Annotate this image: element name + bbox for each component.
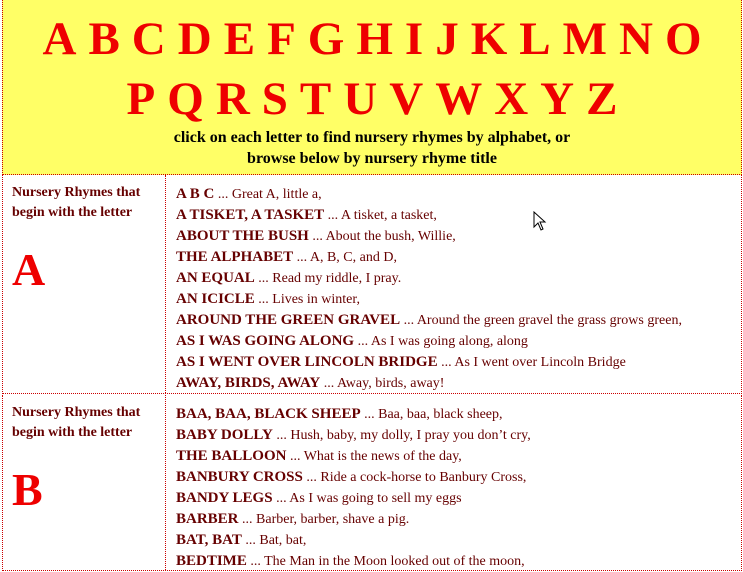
letter-link-l[interactable]: L (519, 13, 551, 65)
letter-link-v[interactable]: V (389, 73, 424, 125)
letter-link-h[interactable]: H (356, 13, 393, 65)
rhyme-title-link[interactable]: BEDTIME (176, 553, 247, 569)
mouse-pointer-icon (533, 211, 547, 231)
rhyme-first-line: The Man in the Moon looked out of the moon, (264, 554, 525, 569)
section-label: Nursery Rhymes that begin with the letter (12, 185, 141, 220)
section-big-letter: B (12, 464, 43, 515)
rhyme-first-line: Great A, little a, (231, 187, 322, 202)
alphabet-banner (2, 0, 742, 175)
ellipsis-separator: ... (320, 376, 337, 391)
letter-link-u[interactable]: U (343, 73, 378, 125)
ellipsis-separator: ... (246, 554, 265, 569)
rhyme-title-link[interactable]: THE BALLOON (176, 448, 287, 464)
rhyme-title-link[interactable]: AS I WAS GOING ALONG (176, 333, 355, 349)
ellipsis-separator: ... (324, 208, 341, 223)
section-letter-a (2, 175, 742, 394)
ellipsis-separator: ... (302, 470, 321, 485)
letter-link-k[interactable]: K (470, 13, 508, 65)
rhyme-entry[interactable] (176, 488, 736, 509)
rhyme-entry[interactable] (176, 247, 736, 268)
rhyme-entry[interactable] (176, 446, 736, 467)
letter-link-t[interactable]: T (299, 73, 332, 125)
rhyme-title-link[interactable]: AROUND THE GREEN GRAVEL (176, 312, 401, 328)
alphabet-row-2 (3, 74, 741, 124)
rhyme-entry[interactable] (176, 467, 736, 488)
letter-link-q[interactable]: Q (167, 73, 204, 125)
rhyme-title-link[interactable]: THE ALPHABET (176, 249, 294, 265)
ellipsis-separator: ... (241, 533, 260, 548)
rhyme-entry[interactable] (176, 509, 736, 530)
rhyme-first-line: Baa, baa, black sheep, (378, 407, 503, 422)
letter-link-y[interactable]: Y (540, 73, 575, 125)
letter-link-m[interactable]: M (562, 13, 607, 65)
rhyme-entry[interactable] (176, 268, 736, 289)
rhyme-first-line: A tisket, a tasket, (340, 208, 437, 223)
letter-link-r[interactable]: R (215, 73, 250, 125)
ellipsis-separator: ... (360, 407, 379, 422)
letter-link-w[interactable]: W (435, 73, 483, 125)
section-label: Nursery Rhymes that begin with the letter (12, 405, 141, 440)
rhyme-first-line: A, B, C, and D, (309, 250, 397, 265)
rhyme-first-line: Away, birds, away! (336, 376, 445, 391)
rhyme-first-line: Ride a cock-horse to Banbury Cross, (320, 470, 527, 485)
letter-link-b[interactable]: B (88, 13, 120, 65)
rhyme-entry[interactable] (176, 551, 736, 572)
rhyme-list (176, 404, 736, 572)
rhyme-entry[interactable] (176, 352, 736, 373)
rhyme-first-line: Bat, bat, (259, 533, 307, 548)
letter-link-j[interactable]: J (435, 13, 459, 65)
section-big-letter: A (12, 244, 46, 295)
rhyme-title-link[interactable]: A TISKET, A TASKET (176, 207, 325, 223)
rhyme-entry[interactable] (176, 404, 736, 425)
alphabet-row-1 (3, 14, 741, 64)
ellipsis-separator: ... (286, 449, 304, 464)
ellipsis-separator: ... (400, 313, 417, 328)
rhyme-title-link[interactable]: ABOUT THE BUSH (176, 228, 309, 244)
letter-link-a[interactable]: A (42, 13, 77, 65)
ellipsis-separator: ... (254, 271, 273, 286)
section-letter-b (2, 395, 742, 571)
rhyme-entry[interactable] (176, 289, 736, 310)
section-label-column (3, 395, 166, 570)
ellipsis-separator: ... (437, 355, 455, 370)
ellipsis-separator: ... (272, 491, 290, 506)
instructions-line-1: click on each letter to find nursery rhymes by alphabet, or (173, 129, 571, 146)
ellipsis-separator: ... (254, 292, 273, 307)
rhyme-title-link[interactable]: AWAY, BIRDS, AWAY (176, 375, 321, 391)
rhyme-list (176, 184, 736, 394)
rhyme-first-line: Read my riddle, I pray. (272, 271, 402, 286)
instructions-line-2: browse below by nursery rhyme title (247, 150, 497, 167)
letter-link-o[interactable]: O (664, 13, 702, 65)
rhyme-first-line: Around the green gravel the grass grows green, (416, 313, 682, 328)
rhyme-entry[interactable] (176, 226, 736, 247)
ellipsis-separator: ... (308, 229, 326, 244)
letter-link-s[interactable]: S (261, 73, 288, 125)
ellipsis-separator: ... (238, 512, 257, 527)
rhyme-entry[interactable] (176, 184, 736, 205)
section-label-column (3, 175, 166, 393)
rhyme-title-link[interactable]: BARBER (176, 511, 239, 527)
letter-link-z[interactable]: Z (586, 73, 618, 125)
rhyme-entry[interactable] (176, 530, 736, 551)
rhyme-first-line: Hush, baby, my dolly, I pray you don’t cry, (290, 428, 531, 443)
letter-link-c[interactable]: C (131, 13, 166, 65)
rhyme-entry[interactable] (176, 331, 736, 352)
rhyme-title-link[interactable]: AS I WENT OVER LINCOLN BRIDGE (176, 354, 438, 370)
letter-link-n[interactable]: N (619, 13, 653, 65)
letter-link-e[interactable]: E (223, 13, 256, 65)
rhyme-first-line: As I went over Lincoln Bridge (454, 355, 626, 370)
letter-link-f[interactable]: F (267, 13, 296, 65)
letter-link-i[interactable]: I (404, 13, 424, 65)
rhyme-title-link[interactable]: AN ICICLE (176, 291, 255, 307)
rhyme-title-link[interactable]: BANDY LEGS (176, 490, 273, 506)
ellipsis-separator: ... (293, 250, 310, 265)
rhyme-first-line: As I was going along, along (370, 334, 528, 349)
rhyme-entry[interactable] (176, 425, 736, 446)
rhyme-title-link[interactable]: BANBURY CROSS (176, 469, 303, 485)
rhyme-title-link[interactable]: BAT, BAT (176, 532, 242, 548)
rhyme-title-link[interactable]: BAA, BAA, BLACK SHEEP (176, 406, 361, 422)
ellipsis-separator: ... (214, 187, 232, 202)
rhyme-entry[interactable] (176, 373, 736, 394)
ellipsis-separator: ... (272, 428, 291, 443)
rhyme-entry[interactable] (176, 310, 736, 331)
rhyme-first-line: What is the news of the day, (303, 449, 462, 464)
rhyme-first-line: As I was going to sell my eggs (289, 491, 462, 506)
ellipsis-separator: ... (354, 334, 371, 349)
rhyme-first-line: Barber, barber, shave a pig. (256, 512, 410, 527)
rhyme-title-link[interactable]: A B C (176, 186, 215, 202)
rhyme-first-line: Lives in winter, (272, 292, 360, 307)
letter-link-p[interactable]: P (126, 73, 156, 125)
rhyme-entry[interactable] (176, 205, 736, 226)
rhyme-title-link[interactable]: BABY DOLLY (176, 427, 273, 443)
letter-link-x[interactable]: X (494, 73, 529, 125)
letter-link-g[interactable]: G (307, 13, 345, 65)
rhyme-first-line: About the bush, Willie, (325, 229, 456, 244)
rhyme-title-link[interactable]: AN EQUAL (176, 270, 255, 286)
letter-link-d[interactable]: D (177, 13, 212, 65)
